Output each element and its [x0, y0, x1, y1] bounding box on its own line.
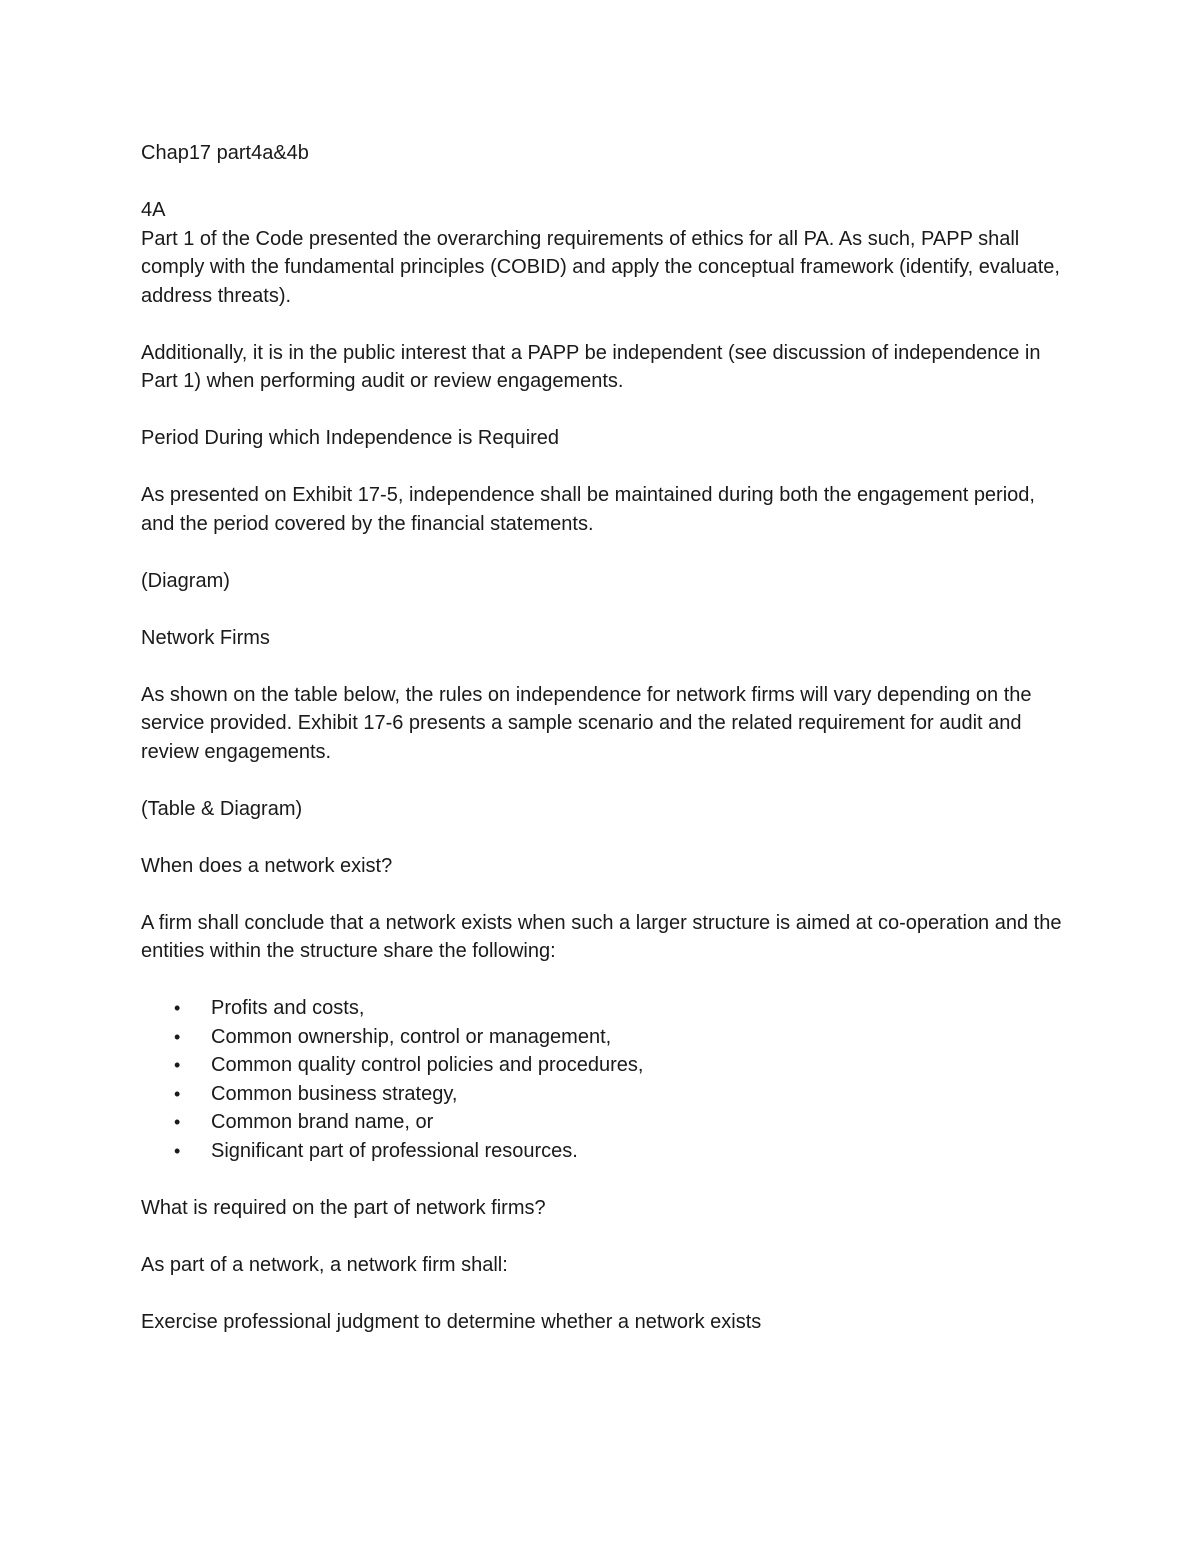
bullet-icon: •: [174, 1140, 181, 1161]
list-item: [141, 994, 1071, 1023]
diagram-placeholder: (Diagram): [141, 569, 230, 592]
list-item-text: Common quality control policies and procedures,: [211, 1054, 644, 1076]
bullet-icon: •: [174, 1112, 181, 1132]
list-item: [141, 1080, 1071, 1109]
bullet-icon: •: [174, 998, 181, 1018]
section-label: 4A: [141, 199, 166, 221]
bullet-icon: •: [174, 1026, 181, 1047]
table-diagram-placeholder: (Table & Diagram): [141, 797, 303, 820]
list-item-text: Common brand name, or: [211, 1111, 434, 1133]
list-item-text: Significant part of professional resources.: [211, 1139, 578, 1162]
paragraph-exercise: Exercise professional judgment to determine whether a network exists: [141, 1310, 762, 1333]
paragraph-network-rules: As shown on the table below, the rules on independence for network firms will vary depending on the service provided. Exhibit 17-6 presents a sample scenario and the related requirement for audit and review engagements.: [141, 683, 1032, 763]
list-item-text: Common business strategy,: [211, 1082, 458, 1105]
list-item: [141, 1137, 1071, 1166]
list-item-text: Profits and costs,: [211, 997, 365, 1019]
paragraph-network-exists: A firm shall conclude that a network exists when such a larger structure is aimed at co-operation and the entities within the structure share the following:: [141, 911, 1062, 962]
list-item: [141, 1051, 1071, 1080]
shared-items-list: [141, 994, 1071, 1165]
paragraph-additionally: Additionally, it is in the public interest that a PAPP be independent (see discussion of independence in Part 1) when performing audit or review engagements.: [141, 341, 1041, 392]
list-item: [141, 1023, 1071, 1052]
paragraph-as-part: As part of a network, a network firm shall:: [141, 1253, 508, 1276]
paragraph-intro: Part 1 of the Code presented the overarching requirements of ethics for all PA. As such, PAPP shall comply with the fundamental principles (COBID) and apply the conceptual framework (identify, evaluate, address threats).: [141, 227, 1060, 307]
question-required: What is required on the part of network firms?: [141, 1196, 546, 1219]
list-item-text: Common ownership, control or management,: [211, 1025, 612, 1048]
heading-network-firms: Network Firms: [141, 626, 270, 649]
heading-period-independence: Period During which Independence is Required: [141, 427, 560, 449]
bullet-icon: •: [174, 1083, 181, 1104]
list-item: [141, 1108, 1071, 1137]
bullet-icon: •: [174, 1055, 181, 1075]
question-network-exist: When does a network exist?: [141, 854, 393, 877]
document-body: [141, 139, 1071, 1365]
paragraph-exhibit-17-5: As presented on Exhibit 17-5, independence shall be maintained during both the engagement period, and the period covered by the financial statements.: [141, 484, 1035, 535]
document-title: Chap17 part4a&4b: [141, 142, 309, 164]
